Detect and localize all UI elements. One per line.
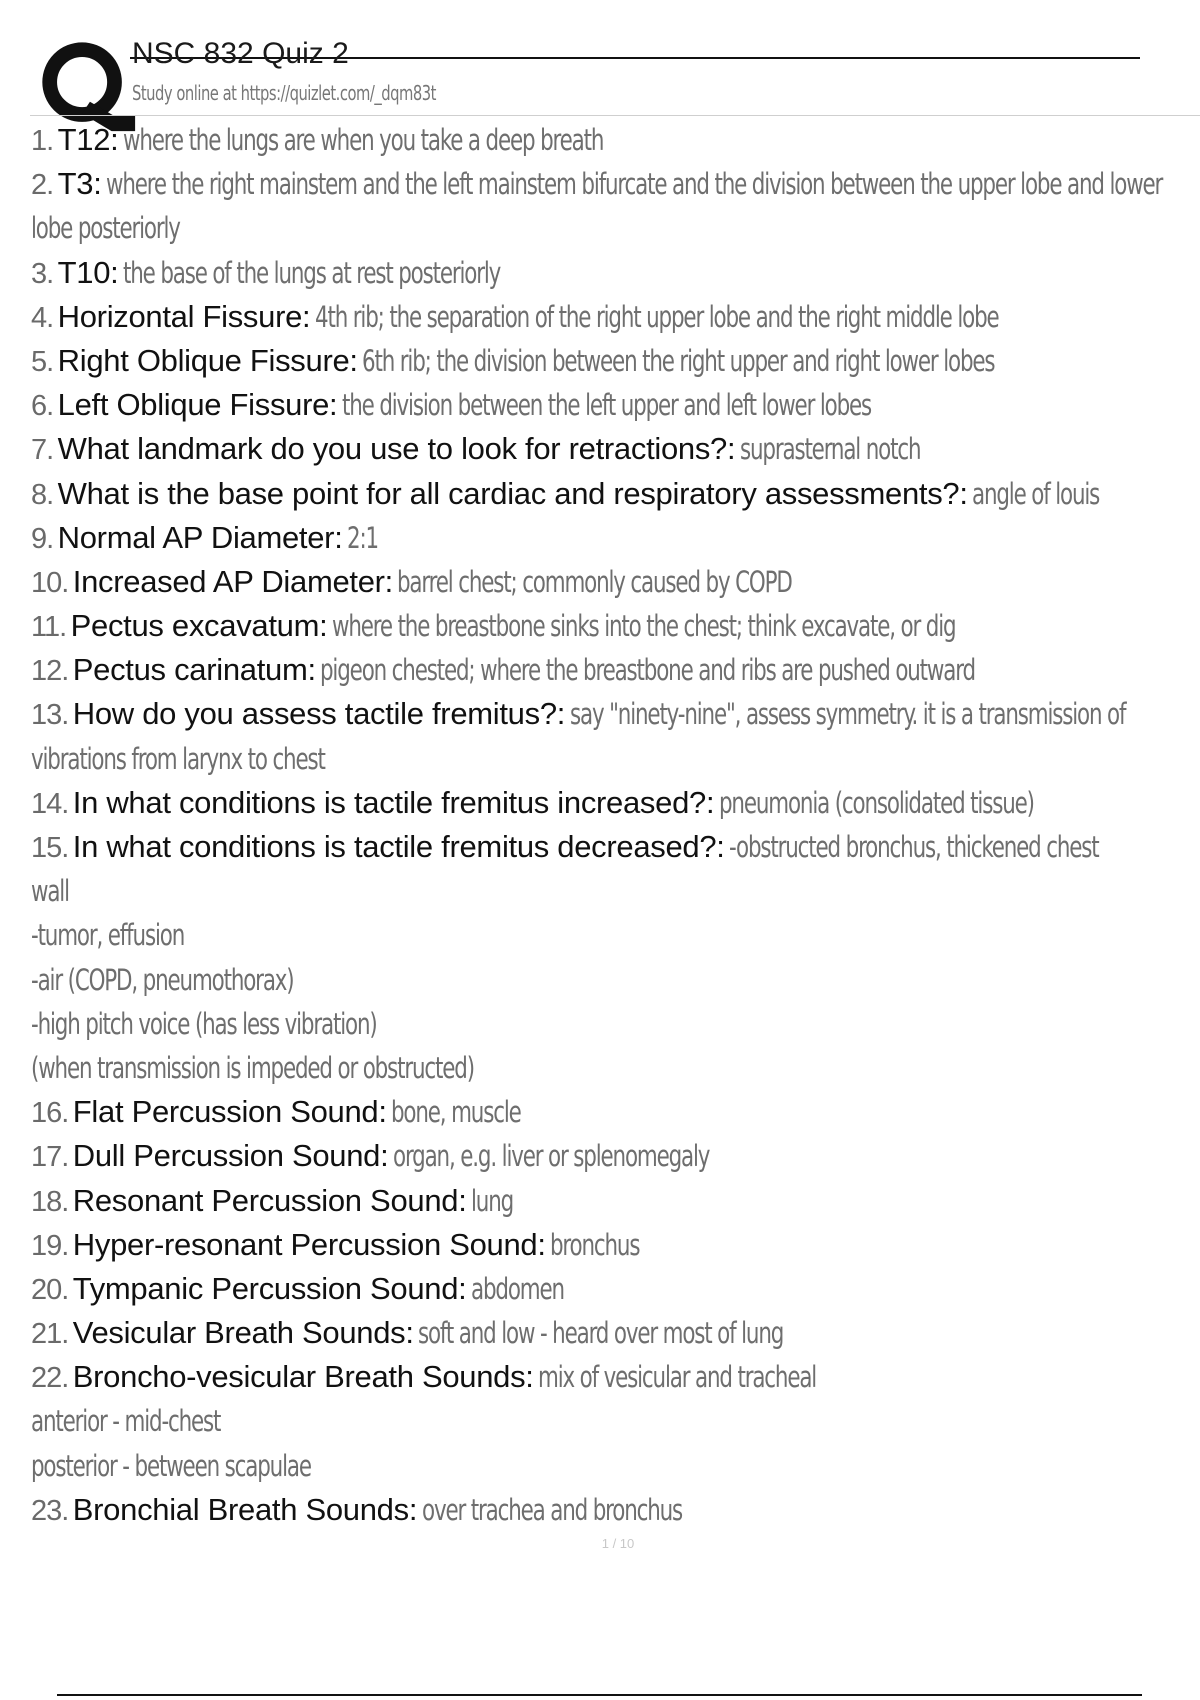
- flashcard-item: [31, 1179, 1200, 1223]
- item-definition: pigeon chested; where the breastbone and ribs are pushed outward: [320, 653, 976, 688]
- item-definition: 4th rib; the separation of the right upper lobe and the right middle lobe: [314, 299, 999, 334]
- item-definition: where the breastbone sinks into the chest; think excavate, or dig: [331, 609, 956, 644]
- flashcard-item: [31, 1355, 1200, 1399]
- item-term: T10:: [57, 254, 119, 290]
- definition-continuation: [31, 913, 1200, 957]
- definition-text: -air (COPD, pneumothorax): [31, 962, 294, 997]
- item-definition: lung: [470, 1183, 514, 1218]
- flashcard-item: [31, 383, 1200, 427]
- item-term: In what conditions is tactile fremitus decreased?:: [72, 829, 725, 864]
- flashcard-item: [31, 781, 1200, 825]
- study-online-link[interactable]: Study online at https://quizlet.com/_dqm83t: [132, 81, 436, 105]
- flashcard-list: [31, 118, 1200, 1532]
- item-term: What is the base point for all cardiac and respiratory assessments?:: [57, 475, 968, 511]
- flashcard-item: [31, 339, 1200, 383]
- item-definition: the base of the lungs at rest posteriorly: [122, 255, 501, 290]
- definition-text: -high pitch voice (has less vibration): [31, 1006, 377, 1041]
- flashcard-item: [31, 295, 1200, 339]
- flashcard-item: [31, 1134, 1200, 1178]
- item-number: 20.: [31, 1273, 69, 1306]
- item-term: Pectus excavatum:: [70, 608, 328, 644]
- item-definition: angle of louis: [972, 476, 1100, 511]
- flashcard-item: [31, 1090, 1200, 1134]
- item-term: Pectus carinatum:: [72, 652, 316, 688]
- definition-text: (when transmission is impeded or obstructed): [31, 1050, 474, 1085]
- definition-continuation: [31, 1002, 1200, 1046]
- item-number: 12.: [31, 655, 69, 688]
- item-term: Vesicular Breath Sounds:: [72, 1315, 414, 1351]
- item-number: 22.: [31, 1362, 69, 1395]
- definition-continuation: [31, 737, 1200, 781]
- item-definition: soft and low - heard over most of lung: [418, 1316, 784, 1351]
- definition-text: lobe posteriorly: [31, 211, 180, 246]
- item-term: In what conditions is tactile fremitus increased?:: [72, 784, 715, 820]
- flashcard-item: [31, 251, 1200, 295]
- flashcard-item: [31, 516, 1200, 560]
- flashcard-item: [31, 1267, 1200, 1311]
- page-number: 1 / 10: [601, 1536, 635, 1551]
- item-number: 15.: [31, 832, 69, 864]
- definition-continuation: [31, 1399, 1200, 1443]
- item-number: 11.: [31, 611, 67, 644]
- item-number: 4.: [31, 301, 54, 334]
- item-term: How do you assess tactile fremitus?:: [72, 696, 566, 732]
- item-term: Horizontal Fissure:: [57, 298, 311, 334]
- definition-text: wall: [31, 874, 69, 909]
- item-number: 1.: [31, 125, 54, 157]
- item-term: Bronchial Breath Sounds:: [72, 1491, 418, 1527]
- definition-continuation: [31, 1046, 1200, 1090]
- item-term: What landmark do you use to look for retractions?:: [57, 431, 736, 467]
- page-header: [30, 28, 1140, 120]
- item-number: 3.: [31, 257, 54, 290]
- item-definition: bronchus: [550, 1227, 640, 1262]
- item-definition: organ, e.g. liver or splenomegaly: [392, 1139, 710, 1174]
- item-definition: -obstructed bronchus, thickened chest: [729, 830, 1099, 864]
- flashcard-item: [31, 1223, 1200, 1267]
- flashcard-item: [31, 427, 1200, 471]
- item-definition: over trachea and bronchus: [421, 1492, 682, 1527]
- item-number: 6.: [31, 390, 54, 423]
- item-term: T3:: [57, 166, 102, 202]
- item-number: 7.: [31, 434, 54, 467]
- item-term: Hyper-resonant Percussion Sound:: [72, 1226, 546, 1262]
- definition-continuation: [31, 206, 1200, 250]
- item-term: Right Oblique Fissure:: [57, 342, 358, 378]
- item-term: Tympanic Percussion Sound:: [72, 1270, 467, 1306]
- definition-continuation: [31, 958, 1200, 1002]
- item-number: 10.: [31, 566, 69, 599]
- definition-continuation: [31, 1444, 1200, 1488]
- item-term: Increased AP Diameter:: [72, 563, 393, 599]
- flashcard-item: [31, 162, 1200, 206]
- item-definition: bone, muscle: [391, 1095, 521, 1130]
- footer-rule: [57, 1694, 1142, 1696]
- item-definition: abdomen: [470, 1271, 564, 1306]
- flashcard-item: [31, 472, 1200, 516]
- item-definition: 6th rib; the division between the right upper and right lower lobes: [362, 343, 995, 378]
- item-number: 14.: [31, 787, 69, 820]
- flashcard-item: [31, 1311, 1200, 1355]
- item-number: 13.: [31, 699, 69, 732]
- header-divider: [30, 115, 1200, 116]
- item-term: T12:: [57, 122, 119, 157]
- item-number: 16.: [31, 1097, 69, 1130]
- item-term: Resonant Percussion Sound:: [72, 1182, 467, 1218]
- flashcard-item: [31, 825, 1200, 869]
- flashcard-item: [31, 604, 1200, 648]
- flashcard-item: [31, 692, 1200, 736]
- item-number: 9.: [31, 522, 54, 555]
- definition-text: posterior - between scapulae: [31, 1448, 311, 1483]
- item-term: Flat Percussion Sound:: [72, 1094, 387, 1130]
- item-number: 18.: [31, 1185, 69, 1218]
- item-definition: where the lungs are when you take a deep breath: [122, 123, 604, 157]
- flashcard-item: [31, 560, 1200, 604]
- item-term: Dull Percussion Sound:: [72, 1138, 389, 1174]
- item-definition: suprasternal notch: [739, 432, 921, 467]
- item-number: 23.: [31, 1494, 69, 1527]
- item-number: 17.: [31, 1141, 69, 1174]
- item-term: Broncho-vesicular Breath Sounds:: [72, 1359, 534, 1395]
- item-term: Left Oblique Fissure:: [57, 387, 338, 423]
- item-definition: the division between the left upper and left lower lobes: [341, 388, 871, 423]
- page-title: NSC 832 Quiz 2: [132, 37, 349, 70]
- flashcard-item: [31, 648, 1200, 692]
- item-definition: barrel chest; commonly caused by COPD: [397, 564, 793, 599]
- definition-text: vibrations from larynx to chest: [31, 741, 325, 776]
- item-definition: pneumonia (consolidated tissue): [718, 785, 1034, 820]
- item-number: 19.: [31, 1229, 69, 1262]
- item-definition: say "ninety-nine", assess symmetry. it is a transmission of: [569, 697, 1125, 732]
- item-number: 21.: [31, 1318, 69, 1351]
- item-definition: mix of vesicular and tracheal: [538, 1360, 817, 1395]
- item-definition: where the right mainstem and the left mainstem bifurcate and the division between the upper lobe and lower: [105, 167, 1163, 202]
- definition-text: -tumor, effusion: [31, 918, 185, 953]
- flashcard-item: [31, 1488, 1200, 1532]
- item-number: 5.: [31, 345, 54, 378]
- item-definition: 2:1: [346, 520, 378, 555]
- item-number: 2.: [31, 169, 54, 202]
- item-term: Normal AP Diameter:: [57, 519, 343, 555]
- flashcard-item: [31, 118, 1200, 162]
- definition-text: anterior - mid-chest: [31, 1404, 221, 1439]
- item-number: 8.: [31, 478, 54, 511]
- definition-continuation: [31, 869, 1200, 913]
